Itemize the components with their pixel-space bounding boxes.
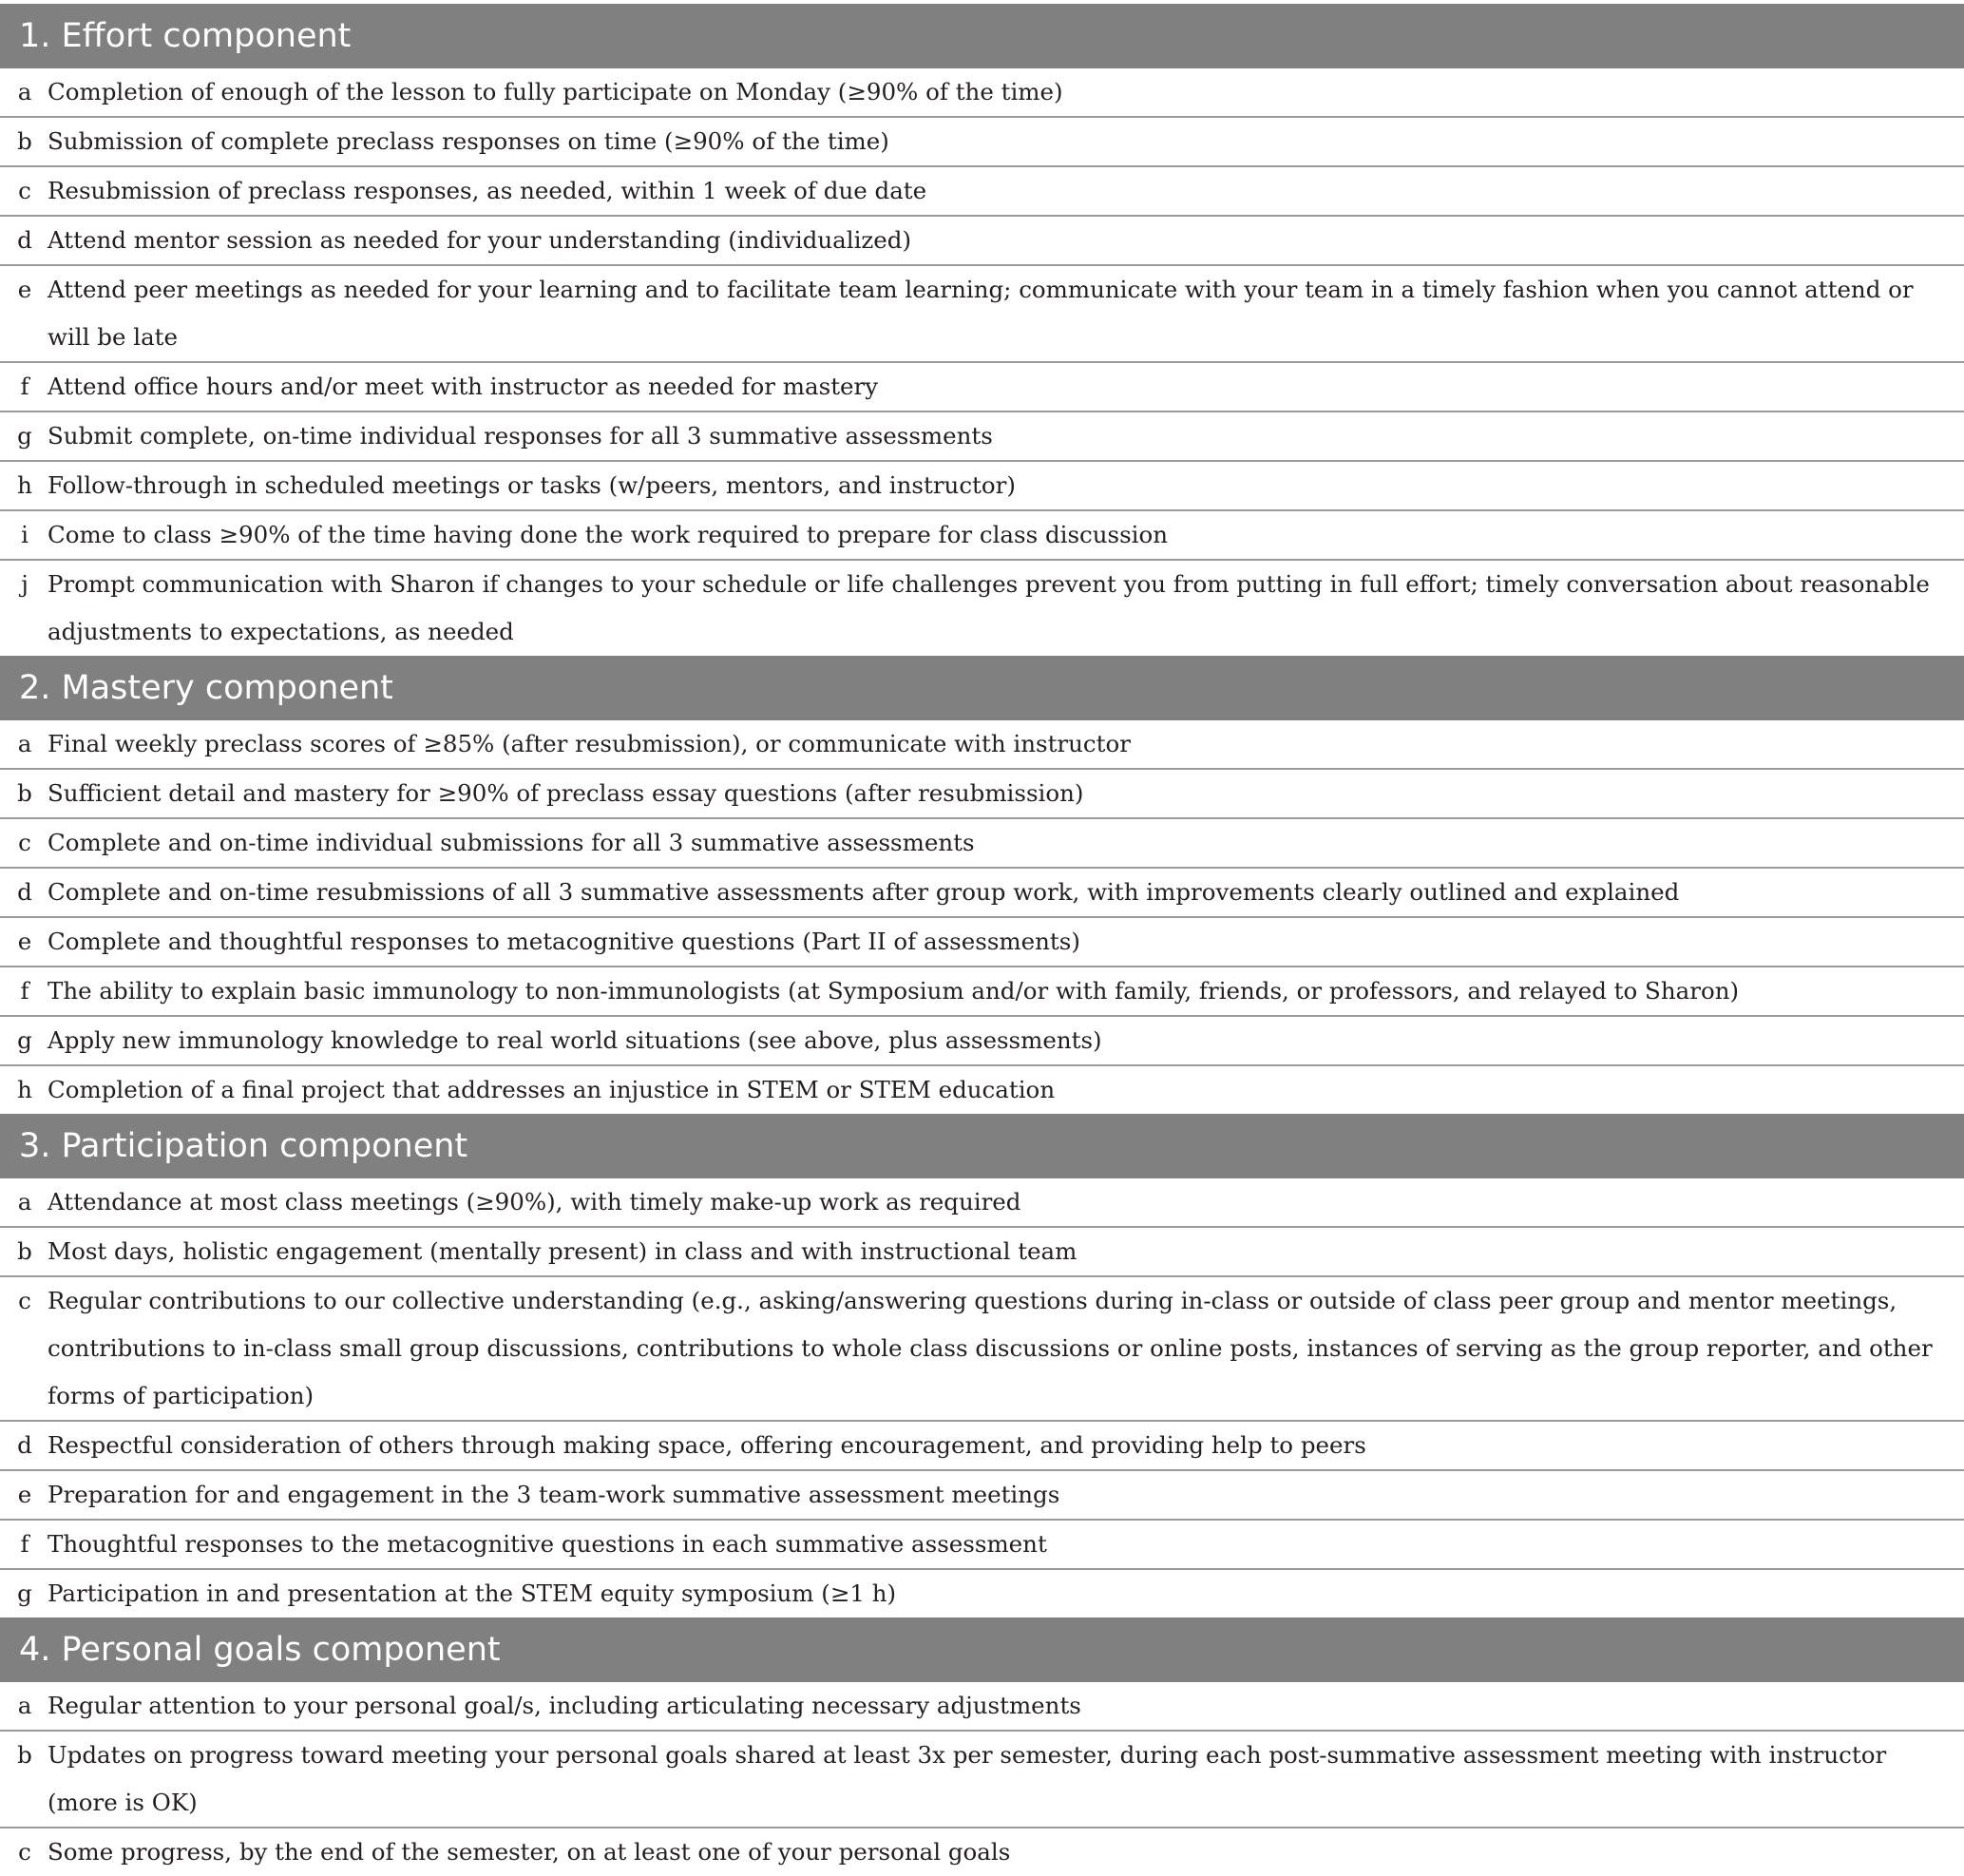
table-row <box>0 1520 1964 1569</box>
item-letter: b <box>0 1731 48 1828</box>
item-letter: e <box>0 917 48 967</box>
item-text: Attendance at most class meetings (≥90%), with timely make-up work as required <box>48 1178 1964 1227</box>
item-letter: g <box>0 412 48 461</box>
rubric-table <box>0 4 1964 1876</box>
section-title: 1. Effort component <box>0 4 1964 68</box>
table-row <box>0 1065 1964 1114</box>
item-text: Complete and thoughtful responses to metacognitive questions (Part II of assessments) <box>48 917 1964 967</box>
item-text: Completion of enough of the lesson to fully participate on Monday (≥90% of the time) <box>48 68 1964 117</box>
item-letter: g <box>0 1016 48 1065</box>
item-text: Final weekly preclass scores of ≥85% (after resubmission), or communicate with instructor <box>48 720 1964 769</box>
item-text: Respectful consideration of others through making space, offering encouragement, and providing help to peers <box>48 1421 1964 1470</box>
rubric-body <box>0 4 1964 1876</box>
item-letter: f <box>0 967 48 1016</box>
table-row <box>0 917 1964 967</box>
table-row <box>0 216 1964 265</box>
item-text: Apply new immunology knowledge to real world situations (see above, plus assessments) <box>48 1016 1964 1065</box>
item-letter: c <box>18 1838 31 1866</box>
item-letter: f <box>0 1520 48 1569</box>
item-letter: a <box>0 720 48 769</box>
table-row <box>0 868 1964 917</box>
item-text: Regular attention to your personal goal/s, including articulating necessary adjustments <box>48 1682 1964 1731</box>
table-row <box>0 1178 1964 1227</box>
table-row <box>0 461 1964 510</box>
table-row <box>0 1421 1964 1470</box>
item-text: The ability to explain basic immunology to non-immunologists (at Symposium and/or with family, friends, or professors, and relayed to Sharon) <box>48 967 1964 1016</box>
item-text: Completion of a final project that addresses an injustice in STEM or STEM education <box>48 1076 1056 1103</box>
item-letter: a <box>0 1178 48 1227</box>
item-text: Sufficient detail and mastery for ≥90% of preclass essay questions (after resubmission) <box>48 769 1964 818</box>
section-header <box>0 656 1964 720</box>
item-text: Follow-through in scheduled meetings or tasks (w/peers, mentors, and instructor) <box>48 461 1964 510</box>
item-text: Regular contributions to our collective understanding (e.g., asking/answering questions during in-class or outside of class peer group and mentor meetings, contributions to in-class small group discussions, contributions to whole class discussions or online posts, instances of serving as the group reporter, and other forms of participation) <box>48 1276 1964 1421</box>
table-row <box>0 818 1964 868</box>
table-row <box>0 166 1964 216</box>
table-row <box>0 967 1964 1016</box>
table-row <box>0 1731 1964 1828</box>
item-letter: c <box>0 1276 48 1421</box>
table-row <box>0 510 1964 560</box>
item-letter: b <box>0 1227 48 1276</box>
item-text: Attend peer meetings as needed for your learning and to facilitate team learning; communicate with your team in a timely fashion when you cannot attend or will be late <box>48 265 1964 362</box>
table-row <box>0 68 1964 117</box>
item-letter: d <box>0 868 48 917</box>
section-header <box>0 1114 1964 1178</box>
item-letter: g <box>17 1579 32 1607</box>
item-letter: c <box>0 818 48 868</box>
section-title: 3. Participation component <box>0 1114 1964 1178</box>
item-letter: j <box>21 570 29 598</box>
item-letter: f <box>0 362 48 412</box>
table-row <box>0 362 1964 412</box>
table-row <box>0 1828 1964 1876</box>
table-row <box>0 769 1964 818</box>
item-letter: b <box>0 117 48 166</box>
item-text: Complete and on-time individual submissions for all 3 summative assessments <box>48 818 1964 868</box>
table-row <box>0 1682 1964 1731</box>
section-header <box>0 4 1964 68</box>
table-row <box>0 1569 1964 1618</box>
section-title: 2. Mastery component <box>0 656 1964 720</box>
item-text: Submit complete, on-time individual responses for all 3 summative assessments <box>48 412 1964 461</box>
table-row <box>0 1227 1964 1276</box>
table-row <box>0 560 1964 656</box>
item-letter: h <box>17 1076 32 1103</box>
table-row <box>0 117 1964 166</box>
table-row <box>0 412 1964 461</box>
item-letter: i <box>0 510 48 560</box>
section-title: 4. Personal goals component <box>0 1618 1964 1682</box>
item-text: Updates on progress toward meeting your personal goals shared at least 3x per semester, during each post-summative assessment meeting with instructor (more is OK) <box>48 1731 1964 1828</box>
item-letter: a <box>0 1682 48 1731</box>
item-text: Most days, holistic engagement (mentally present) in class and with instructional team <box>48 1227 1964 1276</box>
item-text: Participation in and presentation at the STEM equity symposium (≥1 h) <box>48 1579 897 1607</box>
item-letter: e <box>0 1470 48 1520</box>
item-text: Complete and on-time resubmissions of all 3 summative assessments after group work, with improvements clearly outlined and explained <box>48 868 1964 917</box>
item-letter: d <box>0 1421 48 1470</box>
item-letter: e <box>0 265 48 362</box>
item-text: Come to class ≥90% of the time having done the work required to prepare for class discussion <box>48 510 1964 560</box>
rubric-page <box>0 4 1964 1876</box>
item-text: Attend mentor session as needed for your understanding (individualized) <box>48 216 1964 265</box>
item-text: Some progress, by the end of the semester, on at least one of your personal goals <box>48 1838 1011 1866</box>
item-letter: a <box>0 68 48 117</box>
item-letter: b <box>0 769 48 818</box>
item-letter: c <box>0 166 48 216</box>
table-row <box>0 1276 1964 1421</box>
item-text: Prompt communication with Sharon if changes to your schedule or life challenges prevent you from putting in full effort; timely conversation about reasonable adjustments to expectations, as needed <box>48 570 1930 645</box>
section-header <box>0 1618 1964 1682</box>
item-text: Thoughtful responses to the metacognitive questions in each summative assessment <box>48 1520 1964 1569</box>
item-text: Resubmission of preclass responses, as needed, within 1 week of due date <box>48 166 1964 216</box>
item-text: Submission of complete preclass responses on time (≥90% of the time) <box>48 117 1964 166</box>
item-text: Attend office hours and/or meet with instructor as needed for mastery <box>48 362 1964 412</box>
table-row <box>0 1470 1964 1520</box>
table-row <box>0 720 1964 769</box>
table-row <box>0 265 1964 362</box>
item-letter: d <box>0 216 48 265</box>
item-letter: h <box>0 461 48 510</box>
item-text: Preparation for and engagement in the 3 team-work summative assessment meetings <box>48 1470 1964 1520</box>
table-row <box>0 1016 1964 1065</box>
